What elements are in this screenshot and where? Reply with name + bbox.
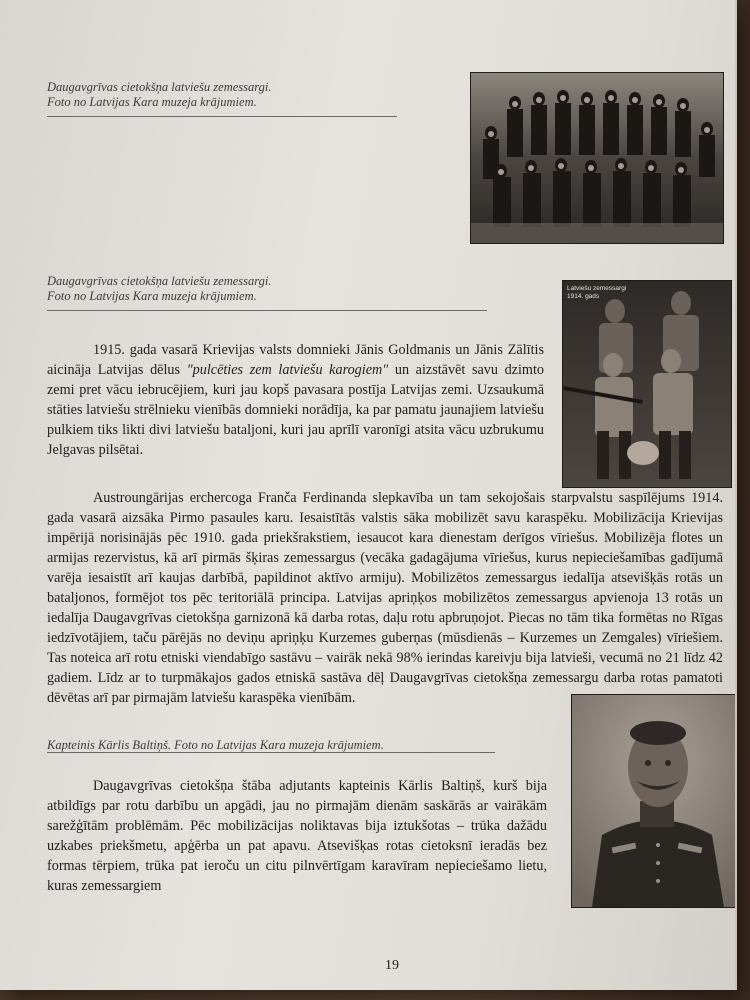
photo-baltins-portrait <box>571 694 737 908</box>
photo-five-soldiers <box>562 280 732 488</box>
photo-inset-label: Latviešu zemessargi 1914. gads <box>567 285 627 300</box>
paragraph-1-start: 1915. gada vasarā Krievijas valsts domnieki Jānis Goldmanis un Jānis Zālītis aicināja Latvijas dēlus <box>47 342 544 378</box>
caption-underline <box>47 310 487 311</box>
five-soldiers-image <box>563 281 731 487</box>
page-number: 19 <box>385 958 399 973</box>
caption-underline <box>47 752 495 753</box>
caption-baltins: Kapteinis Kārlis Baltiņš. Foto no Latvijas Kara muzeja krājumiem. <box>47 738 384 752</box>
paragraph-1915-summer <box>47 340 544 460</box>
caption-underline <box>47 116 397 117</box>
paragraph-ww1-mobilization: Austroungārijas erchercoga Franča Ferdinanda slepkavība un tam sekojošais starpvalstu saspīlējums 1914. gada vasarā aizsāka Pirmo pasaules karu. Iesaistītās valstis sāka mobilizēt savu karaspēku. Mobilizācija Krievijas impērijā norisinājās pēc 1910. gada priekšrakstiem, iesaucot kara dienestam derīgos vīriešus. Mobilizēja flotes un armijas rezervistus, kā arī pirmās šķiras zemessargus (vecāka gadagājuma vīriešus, kurus nepieciešamības gadījumā varēja iesaistīt arī kaujas darbībā, papildinot aktīvo armiju). Mobilizētos zemessargus iedalīja atsevišķās rotās un bataljonos, formējot tos pēc teritoriālā principa. Latvijas apriņķos mobilizētos zemessargus apvienoja 13 rotās un iedalīja Daugavgrīvas cietokšņa garnizonā kā darba rotas, daļu rotu apbruņojot. Piecas no tām tika formētas no Rīgas iedzīvotājiem, taču pārējās no deviņu apriņķu Kurzemes guberņas (mūsdienās – Kurzemes un Zemgales) vīriešiem. Tas noteica arī rotu etniski viendabīgo sastāvu – vairāk nekā 98% ierindas kareivju bija latvieši, vecumā no 21 līdz 42 gadiem. Līdz ar to turpmākajos gados etniskā sastāva dēļ Daugavgrīvas cietokšņa zemessargu darba rotas pamatoti dēvētas arī par pirmajām latviešu karaspēka vienībām. <box>47 490 723 706</box>
portrait-image <box>572 695 737 907</box>
photo-group-soldiers <box>470 72 724 244</box>
paragraph-1-quote: "pulcēties zem latviešu karogiem" <box>186 362 389 378</box>
paragraph-baltins-problems: Daugavgrīvas cietokšņa štāba adjutants kapteinis Kārlis Baltiņš, kurš bija atbildīgs par rotu darbību un apgādi, jau no pirmajām dienām saskārās ar vairākām sarežģītām problēmām. Pēc mobilizācijas noliktavas bija iztukšotas – trūka dažādu uzkabes priekšmetu, apģērba un pat apavu. Atsevišķas rotas cietoksnī ieradās bez formas tērpiem, trūka pat ieroču un citu pilnvērtīgam karavīram nepieciešamo lietu, kuras zemessargiem <box>47 778 547 894</box>
caption-five-soldiers: Daugavgrīvas cietokšņa latviešu zemessargi. Foto no Latvijas Kara muzeja krājumiem. <box>47 274 272 303</box>
caption-group-photo: Daugavgrīvas cietokšņa latviešu zemessargi. Foto no Latvijas Kara muzeja krājumiem. <box>47 80 272 109</box>
paragraph-1-end: un aizstāvēt savu dzimto zemi pret vācu iebrucējiem, kuri jau kopš pavasara postīja Latvijas zemi. Uzsaukumā stāties latviešu strēlnieku vienībās domnieki norādīja, ka par pamatu jaunajiem latviešu pulkiem tiks likti divi latviešu bataljoni, kuri jau aprīlī varonīgi atsita vācu uzbrukumu Jelgavas pilsētai. <box>47 362 544 458</box>
group-soldiers-image <box>471 73 723 243</box>
